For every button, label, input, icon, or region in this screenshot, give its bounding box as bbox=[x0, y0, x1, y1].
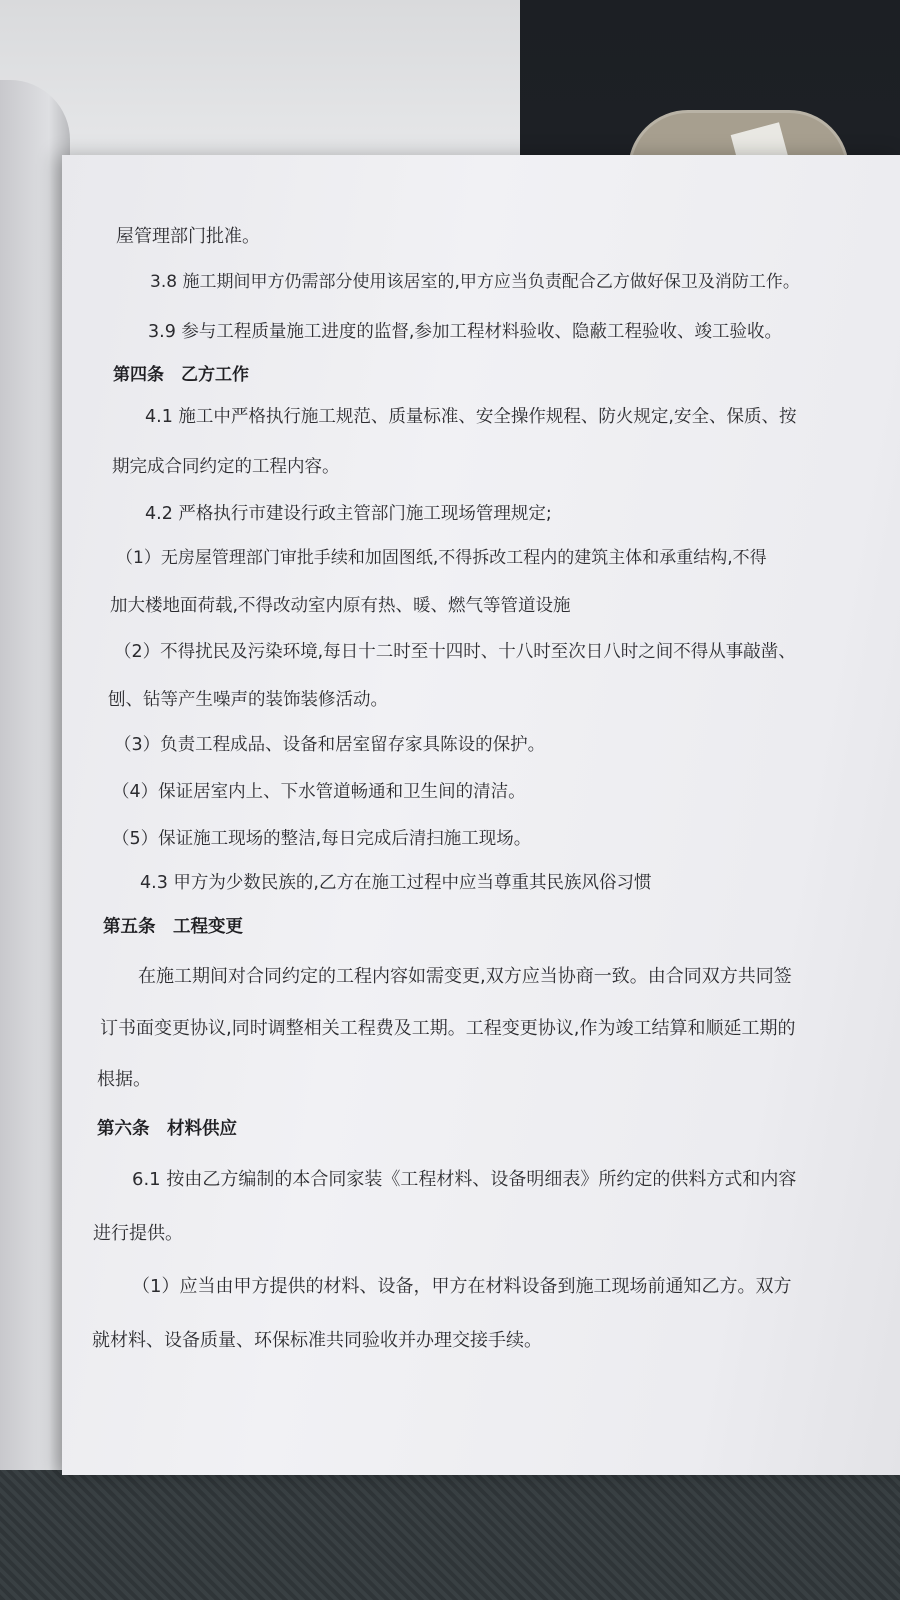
article-5-heading: 第五条 工程变更 bbox=[103, 917, 243, 937]
clause-3-9: 3.9 参与工程质量施工进度的监督,参加工程材料验收、隐蔽工程验收、竣工验收。 bbox=[148, 322, 782, 342]
clause-6-1: 6.1 按由乙方编制的本合同家装《工程材料、设备明细表》所约定的供料方式和内容 bbox=[132, 1169, 797, 1190]
item-3: （3）负责工程成品、设备和居室留存家具陈设的保护。 bbox=[114, 735, 546, 755]
article-5-text: 在施工期间对合同约定的工程内容如需变更,双方应当协商一致。由合同双方共同签 bbox=[138, 966, 792, 987]
item-2: （2）不得扰民及污染环境,每日十二时至十四时、十八时至次日八时之间不得从事敲凿、 bbox=[114, 642, 796, 662]
text-line: 进行提供。 bbox=[93, 1223, 183, 1244]
text-line: 加大楼地面荷载,不得改动室内原有热、暖、燃气等管道设施 bbox=[110, 596, 571, 616]
article-4-heading: 第四条 乙方工作 bbox=[113, 365, 249, 385]
text-line: 就材料、设备质量、环保标准共同验收并办理交接手续。 bbox=[92, 1330, 542, 1351]
clause-4-1: 4.1 施工中严格执行施工规范、质量标准、安全操作规程、防火规定,安全、保质、按 bbox=[145, 407, 797, 427]
left-page-curl bbox=[0, 80, 70, 1470]
item-1: （1）无房屋管理部门审批手续和加固图纸,不得拆改工程内的建筑主体和承重结构,不得 bbox=[116, 548, 767, 568]
text-line: 刨、钻等产生噪声的装饰装修活动。 bbox=[108, 690, 388, 710]
text-line: 订书面变更协议,同时调整相关工程费及工期。工程变更协议,作为竣工结算和顺延工期的 bbox=[100, 1018, 796, 1039]
clause-4-2: 4.2 严格执行市建设行政主管部门施工现场管理规定; bbox=[145, 504, 552, 524]
clause-3-8: 3.8 施工期间甲方仍需部分使用该居室的,甲方应当负责配合乙方做好保卫及消防工作。 bbox=[150, 272, 800, 292]
text-line: 期完成合同约定的工程内容。 bbox=[112, 457, 340, 477]
text-line: 根据。 bbox=[97, 1069, 151, 1090]
item-4: （4）保证居室内上、下水管道畅通和卫生间的清洁。 bbox=[112, 782, 526, 802]
clause-6-1-item-1: （1）应当由甲方提供的材料、设备，甲方在材料设备到施工现场前通知乙方。双方 bbox=[132, 1276, 792, 1297]
article-6-heading: 第六条 材料供应 bbox=[97, 1119, 237, 1139]
item-5: （5）保证施工现场的整洁,每日完成后清扫施工现场。 bbox=[112, 829, 532, 849]
clause-4-3: 4.3 甲方为少数民族的,乙方在施工过程中应当尊重其民族风俗习惯 bbox=[140, 873, 652, 893]
background-paper-sheet bbox=[0, 0, 520, 170]
text-line: 屋管理部门批准。 bbox=[116, 226, 260, 247]
